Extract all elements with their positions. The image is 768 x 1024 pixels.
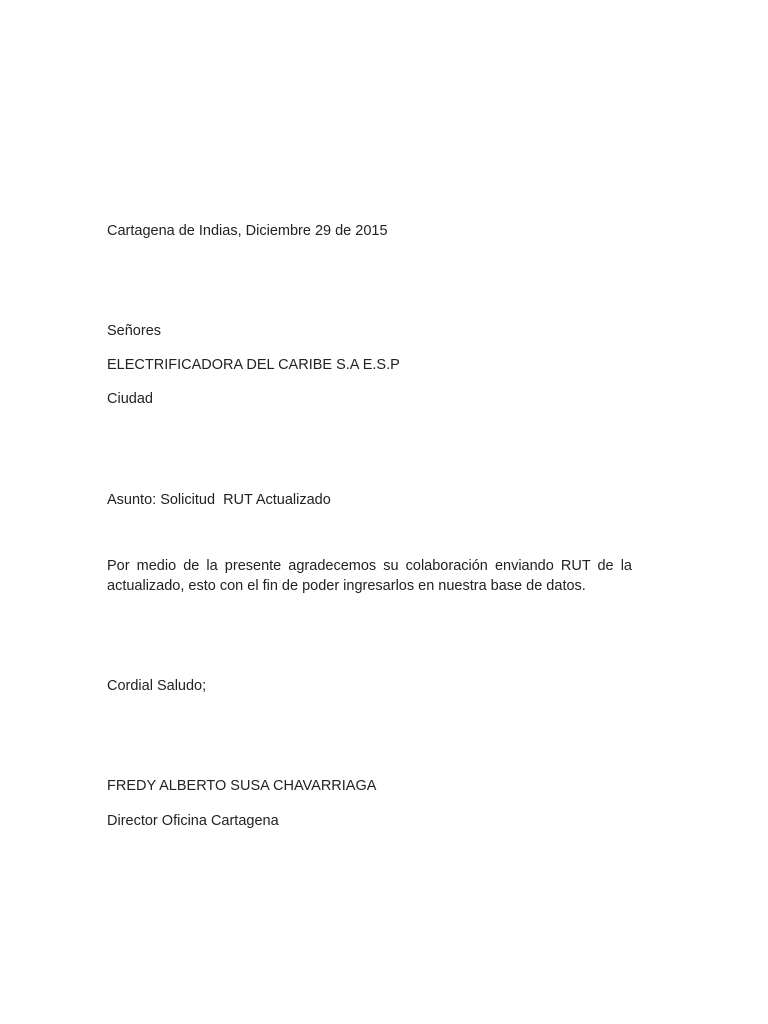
body-line-1: Por medio de la presente agradecemos su colaboración enviando RUT de la [107, 558, 632, 574]
closing-line: Cordial Saludo; [107, 678, 207, 694]
body-line-2: actualizado, esto con el fin de poder ingresarlos en nuestra base de datos. [107, 578, 586, 594]
recipient-company: ELECTRIFICADORA DEL CARIBE S.A E.S.P [107, 357, 400, 373]
signer-title: Director Oficina Cartagena [107, 813, 279, 829]
date-line: Cartagena de Indias, Diciembre 29 de 2015 [107, 223, 388, 239]
signer-name: FREDY ALBERTO SUSA CHAVARRIAGA [107, 778, 377, 794]
recipient-city: Ciudad [107, 391, 153, 407]
body-paragraph [107, 556, 632, 596]
recipient-salutation: Señores [107, 323, 162, 339]
subject-line: Asunto: Solicitud RUT Actualizado [107, 492, 331, 508]
